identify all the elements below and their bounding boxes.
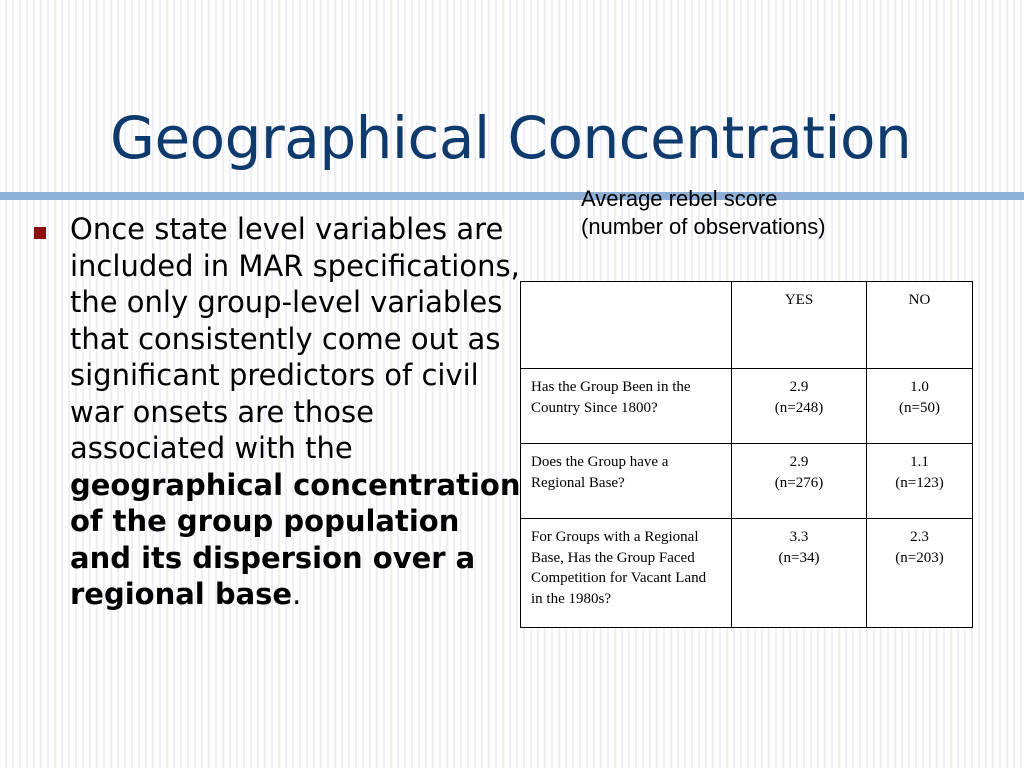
yes-score: 2.9 [789,379,809,395]
yes-count: (n=276) [774,474,824,491]
bullet-text-plain: Once state level variables are included in MAR specifications, the only group-level variables that consistently come out as significant predictors of civil war onsets are those associated with the [70,212,520,465]
table-row [521,369,973,444]
yes-count: (n=248) [774,399,824,416]
slide-title: Geographical Concentration [110,104,912,172]
header-cell-yes: YES [732,282,867,369]
yes-cell [732,519,867,628]
no-score: 2.3 [910,529,929,545]
no-cell [867,444,973,519]
row-label: Has the Group Been in the Country Since 1800? [521,369,732,444]
yes-score: 3.3 [789,529,809,545]
table-header-row [521,282,973,369]
yes-cell [732,369,867,444]
square-bullet-icon [34,227,46,239]
no-score: 1.0 [910,379,929,395]
results-table [520,281,973,628]
yes-cell [732,444,867,519]
table-row [521,519,973,628]
caption-line-1: Average rebel score [581,186,778,211]
table-row [521,444,973,519]
no-cell [867,519,973,628]
header-cell-no: NO [867,282,973,369]
yes-score: 2.9 [789,454,809,470]
bullet-text-bold: geographical concentration of the group population and its dispersion over a regional base [70,467,521,611]
no-count: (n=123) [895,474,944,491]
row-label: Does the Group have a Regional Base? [521,444,732,519]
bullet-text [70,211,525,613]
no-count: (n=203) [895,549,944,566]
caption-line-2: (number of observations) [581,214,826,239]
yes-count: (n=34) [778,549,820,566]
row-label: For Groups with a Regional Base, Has the Group Faced Competition for Vacant Land in the 1980s? [521,519,732,628]
no-count: (n=50) [899,399,940,416]
no-score: 1.1 [910,454,929,470]
table-caption [581,185,826,241]
bullet-text-end: . [292,577,302,611]
header-cell-empty [521,282,732,369]
no-cell [867,369,973,444]
title-divider [0,192,1024,200]
